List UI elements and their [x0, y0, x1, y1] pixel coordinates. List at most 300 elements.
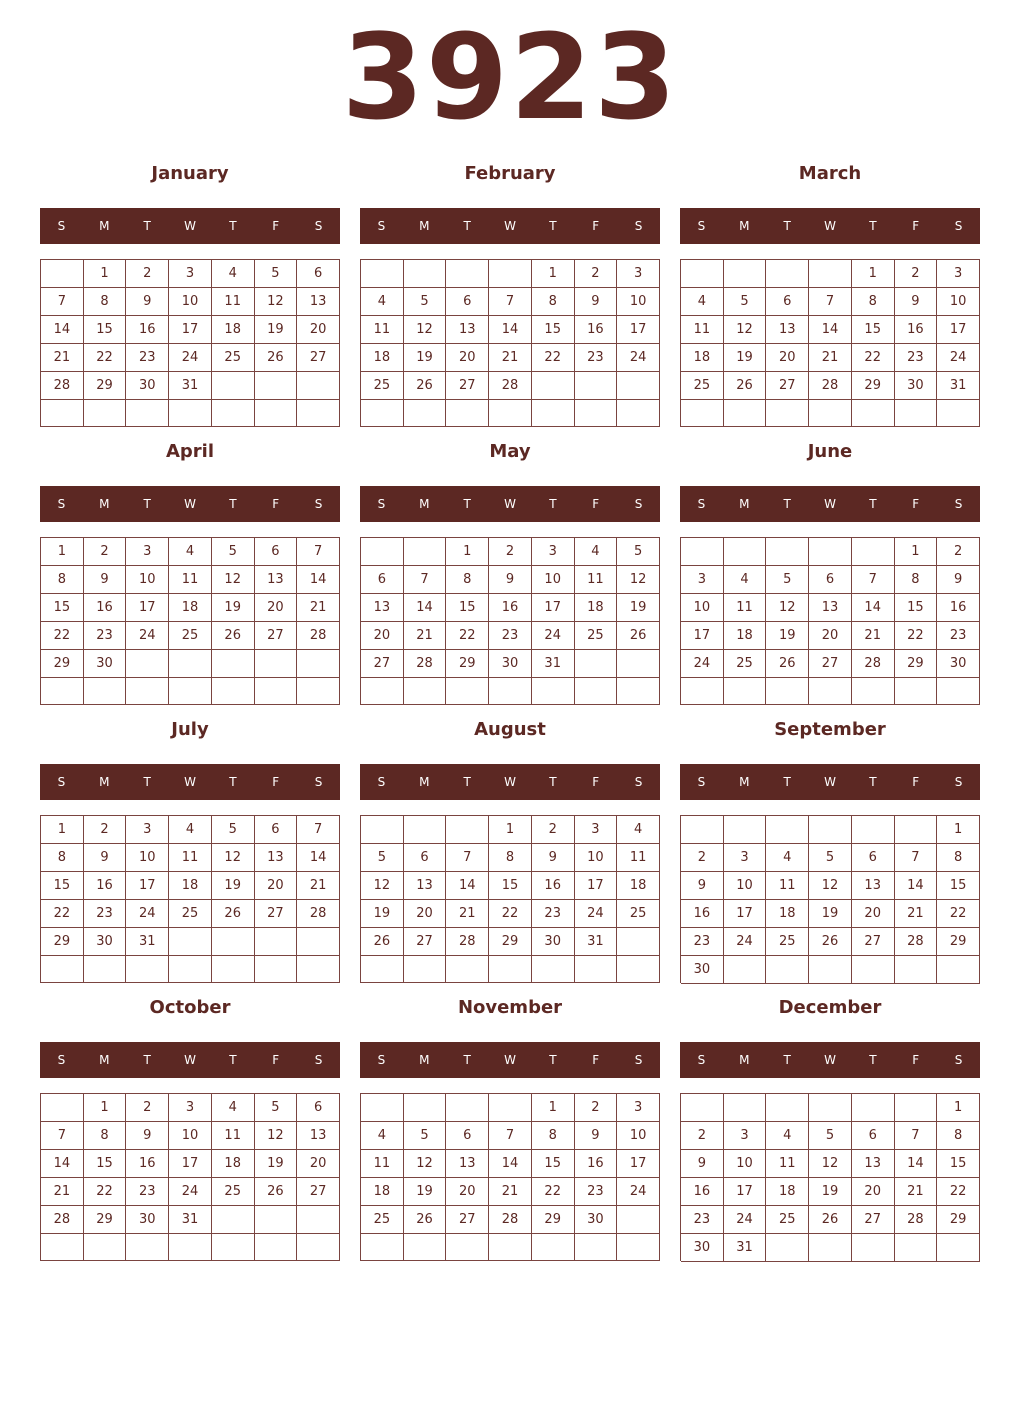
weekday-label: M [739, 1053, 750, 1067]
day-cell: 18 [575, 594, 618, 622]
day-cell: 28 [895, 1206, 938, 1234]
day-cell: 7 [446, 844, 489, 872]
empty-cell [212, 678, 255, 705]
day-cell: 1 [41, 816, 84, 844]
day-cell: 9 [681, 872, 724, 900]
weekday-label: M [419, 497, 430, 511]
day-cell: 26 [404, 372, 447, 400]
day-cell: 19 [809, 1178, 852, 1206]
day-cell: 4 [766, 844, 809, 872]
day-cell: 8 [937, 1122, 980, 1150]
empty-cell [575, 650, 618, 678]
day-cell: 29 [937, 1206, 980, 1234]
day-cell: 10 [169, 288, 212, 316]
day-cell: 9 [126, 1122, 169, 1150]
day-cell: 20 [809, 622, 852, 650]
empty-cell [766, 260, 809, 288]
day-grid [680, 815, 980, 983]
empty-cell [766, 956, 809, 984]
day-cell: 2 [575, 260, 618, 288]
weekday-label: F [592, 1053, 600, 1067]
day-cell: 5 [809, 844, 852, 872]
weekday-label: T [143, 1053, 151, 1067]
day-cell: 23 [681, 928, 724, 956]
empty-cell [41, 1234, 84, 1261]
day-cell: 26 [809, 928, 852, 956]
day-cell: 11 [169, 566, 212, 594]
day-cell: 25 [681, 372, 724, 400]
empty-cell [681, 400, 724, 427]
day-cell: 10 [575, 844, 618, 872]
empty-cell [446, 956, 489, 983]
empty-cell [361, 678, 404, 705]
empty-cell [361, 956, 404, 983]
empty-cell [895, 816, 938, 844]
empty-cell [446, 400, 489, 427]
month-name: February [464, 163, 556, 184]
empty-cell [937, 1234, 980, 1262]
day-cell: 6 [852, 1122, 895, 1150]
weekday-label: T [783, 219, 791, 233]
day-cell: 17 [575, 872, 618, 900]
day-cell: 4 [575, 538, 618, 566]
empty-cell [41, 678, 84, 705]
day-cell: 30 [126, 372, 169, 400]
day-cell: 27 [766, 372, 809, 400]
weekday-label: F [272, 497, 280, 511]
day-cell: 17 [617, 1150, 660, 1178]
day-cell: 4 [361, 288, 404, 316]
weekday-label: W [824, 775, 836, 789]
weekday-label: S [377, 219, 386, 233]
day-cell: 4 [681, 288, 724, 316]
weekday-label: S [57, 775, 66, 789]
empty-cell [41, 400, 84, 427]
day-cell: 24 [617, 344, 660, 372]
empty-cell [724, 400, 767, 427]
empty-cell [404, 1094, 447, 1122]
day-cell: 19 [404, 344, 447, 372]
month-name: May [489, 441, 531, 462]
day-cell: 10 [126, 566, 169, 594]
day-cell: 1 [489, 816, 532, 844]
weekday-label: S [57, 497, 66, 511]
day-cell: 2 [575, 1094, 618, 1122]
day-cell: 2 [126, 260, 169, 288]
day-cell: 21 [41, 1178, 84, 1206]
day-cell: 2 [84, 538, 127, 566]
empty-cell [724, 956, 767, 984]
weekday-label: W [504, 1053, 516, 1067]
empty-cell [895, 956, 938, 984]
empty-cell [575, 372, 618, 400]
month-name: October [149, 997, 231, 1018]
day-cell: 29 [852, 372, 895, 400]
day-cell: 25 [212, 344, 255, 372]
day-cell: 29 [532, 1206, 575, 1234]
empty-cell [84, 956, 127, 983]
day-cell: 28 [41, 372, 84, 400]
day-cell: 13 [852, 1150, 895, 1178]
empty-cell [361, 816, 404, 844]
empty-cell [126, 678, 169, 705]
day-cell: 10 [532, 566, 575, 594]
day-cell: 11 [766, 872, 809, 900]
weekday-label: S [697, 1053, 706, 1067]
year-title: 3923 [341, 8, 679, 146]
empty-cell [489, 678, 532, 705]
weekday-label: F [912, 775, 920, 789]
day-cell: 14 [297, 566, 340, 594]
day-cell: 20 [404, 900, 447, 928]
day-cell: 6 [766, 288, 809, 316]
weekday-label: T [783, 775, 791, 789]
empty-cell [809, 956, 852, 984]
empty-cell [126, 650, 169, 678]
day-cell: 20 [361, 622, 404, 650]
day-cell: 12 [361, 872, 404, 900]
weekday-label: M [99, 219, 110, 233]
empty-cell [255, 1206, 298, 1234]
day-cell: 30 [489, 650, 532, 678]
day-cell: 22 [852, 344, 895, 372]
day-cell: 11 [361, 1150, 404, 1178]
weekday-label: T [229, 497, 237, 511]
empty-cell [361, 1094, 404, 1122]
day-cell: 24 [126, 900, 169, 928]
weekday-label: F [592, 497, 600, 511]
day-cell: 4 [212, 1094, 255, 1122]
day-cell: 31 [169, 1206, 212, 1234]
empty-cell [724, 678, 767, 705]
day-cell: 22 [532, 344, 575, 372]
day-cell: 14 [895, 1150, 938, 1178]
empty-cell [809, 678, 852, 705]
day-cell: 21 [895, 900, 938, 928]
day-cell: 13 [255, 844, 298, 872]
empty-cell [617, 678, 660, 705]
day-cell: 31 [169, 372, 212, 400]
month-name: December [778, 997, 882, 1018]
weekday-label: M [739, 497, 750, 511]
weekday-header [680, 486, 980, 522]
day-cell: 3 [937, 260, 980, 288]
day-cell: 10 [724, 1150, 767, 1178]
empty-cell [212, 928, 255, 956]
day-cell: 15 [937, 872, 980, 900]
day-cell: 17 [532, 594, 575, 622]
weekday-label: S [314, 497, 323, 511]
empty-cell [766, 1094, 809, 1122]
day-cell: 1 [41, 538, 84, 566]
weekday-label: S [57, 1053, 66, 1067]
day-cell: 29 [489, 928, 532, 956]
day-cell: 7 [852, 566, 895, 594]
empty-cell [84, 1234, 127, 1261]
day-cell: 22 [532, 1178, 575, 1206]
day-cell: 10 [724, 872, 767, 900]
empty-cell [724, 1094, 767, 1122]
empty-cell [852, 538, 895, 566]
empty-cell [361, 1234, 404, 1261]
day-cell: 21 [809, 344, 852, 372]
day-cell: 9 [532, 844, 575, 872]
day-cell: 8 [532, 1122, 575, 1150]
empty-cell [169, 928, 212, 956]
weekday-label: S [314, 1053, 323, 1067]
day-cell: 21 [489, 344, 532, 372]
day-cell: 4 [766, 1122, 809, 1150]
day-cell: 22 [895, 622, 938, 650]
day-cell: 29 [84, 1206, 127, 1234]
day-cell: 23 [937, 622, 980, 650]
weekday-label: S [314, 775, 323, 789]
day-cell: 25 [766, 1206, 809, 1234]
empty-cell [212, 650, 255, 678]
empty-cell [84, 400, 127, 427]
empty-cell [681, 816, 724, 844]
day-grid [680, 537, 980, 705]
day-cell: 27 [255, 900, 298, 928]
empty-cell [809, 400, 852, 427]
day-cell: 27 [297, 344, 340, 372]
day-cell: 14 [809, 316, 852, 344]
day-cell: 15 [895, 594, 938, 622]
day-grid [40, 537, 340, 705]
weekday-label: W [824, 497, 836, 511]
empty-cell [404, 1234, 447, 1261]
weekday-header [40, 208, 340, 244]
day-cell: 8 [489, 844, 532, 872]
day-cell: 8 [84, 1122, 127, 1150]
empty-cell [255, 372, 298, 400]
day-cell: 17 [126, 872, 169, 900]
day-cell: 10 [681, 594, 724, 622]
day-cell: 21 [852, 622, 895, 650]
weekday-label: T [549, 497, 557, 511]
day-cell: 14 [489, 316, 532, 344]
day-cell: 9 [575, 288, 618, 316]
empty-cell [169, 1234, 212, 1261]
day-cell: 16 [575, 316, 618, 344]
day-cell: 28 [489, 372, 532, 400]
weekday-label: M [739, 219, 750, 233]
day-cell: 19 [404, 1178, 447, 1206]
day-cell: 16 [489, 594, 532, 622]
empty-cell [212, 400, 255, 427]
day-cell: 5 [361, 844, 404, 872]
day-cell: 30 [84, 650, 127, 678]
day-cell: 18 [361, 344, 404, 372]
weekday-label: S [634, 497, 643, 511]
day-cell: 2 [489, 538, 532, 566]
weekday-label: S [634, 1053, 643, 1067]
month-name: November [457, 997, 563, 1018]
day-cell: 15 [84, 1150, 127, 1178]
weekday-label: T [463, 497, 471, 511]
day-cell: 16 [532, 872, 575, 900]
day-cell: 5 [617, 538, 660, 566]
day-cell: 23 [489, 622, 532, 650]
weekday-label: T [229, 219, 237, 233]
day-cell: 3 [617, 1094, 660, 1122]
empty-cell [255, 400, 298, 427]
empty-cell [895, 1234, 938, 1262]
empty-cell [404, 956, 447, 983]
empty-cell [404, 816, 447, 844]
day-cell: 15 [532, 316, 575, 344]
day-cell: 13 [404, 872, 447, 900]
weekday-label: S [954, 1053, 963, 1067]
day-cell: 1 [446, 538, 489, 566]
day-cell: 30 [895, 372, 938, 400]
day-cell: 9 [84, 566, 127, 594]
day-cell: 13 [297, 288, 340, 316]
day-cell: 20 [852, 900, 895, 928]
empty-cell [212, 1206, 255, 1234]
day-cell: 9 [895, 288, 938, 316]
day-grid [360, 259, 660, 427]
weekday-label: T [869, 497, 877, 511]
day-cell: 26 [617, 622, 660, 650]
day-cell: 22 [41, 900, 84, 928]
day-cell: 29 [895, 650, 938, 678]
day-cell: 19 [361, 900, 404, 928]
day-cell: 29 [937, 928, 980, 956]
empty-cell [681, 538, 724, 566]
empty-cell [809, 816, 852, 844]
day-cell: 24 [169, 1178, 212, 1206]
day-cell: 6 [361, 566, 404, 594]
day-cell: 17 [681, 622, 724, 650]
empty-cell [446, 1234, 489, 1261]
weekday-label: S [634, 219, 643, 233]
weekday-label: F [272, 1053, 280, 1067]
day-cell: 23 [532, 900, 575, 928]
empty-cell [404, 678, 447, 705]
weekday-label: M [99, 497, 110, 511]
day-cell: 11 [681, 316, 724, 344]
day-cell: 25 [724, 650, 767, 678]
empty-cell [126, 956, 169, 983]
day-cell: 3 [126, 538, 169, 566]
empty-cell [766, 400, 809, 427]
day-cell: 2 [895, 260, 938, 288]
weekday-label: S [57, 219, 66, 233]
day-cell: 14 [852, 594, 895, 622]
day-cell: 16 [575, 1150, 618, 1178]
day-cell: 9 [84, 844, 127, 872]
empty-cell [532, 1234, 575, 1261]
empty-cell [617, 372, 660, 400]
empty-cell [937, 956, 980, 984]
day-cell: 12 [617, 566, 660, 594]
day-cell: 8 [852, 288, 895, 316]
empty-cell [446, 260, 489, 288]
weekday-label: S [954, 497, 963, 511]
day-cell: 22 [84, 344, 127, 372]
day-cell: 13 [852, 872, 895, 900]
day-cell: 15 [489, 872, 532, 900]
day-cell: 18 [169, 872, 212, 900]
day-cell: 5 [255, 1094, 298, 1122]
day-grid [680, 259, 980, 427]
empty-cell [575, 1234, 618, 1261]
day-cell: 12 [404, 316, 447, 344]
empty-cell [532, 678, 575, 705]
day-cell: 11 [212, 288, 255, 316]
empty-cell [617, 400, 660, 427]
day-cell: 6 [446, 288, 489, 316]
day-cell: 16 [126, 316, 169, 344]
day-cell: 2 [681, 844, 724, 872]
day-cell: 1 [84, 260, 127, 288]
day-cell: 21 [489, 1178, 532, 1206]
day-cell: 7 [895, 844, 938, 872]
day-cell: 14 [41, 316, 84, 344]
day-cell: 13 [809, 594, 852, 622]
day-cell: 12 [212, 844, 255, 872]
day-cell: 3 [724, 844, 767, 872]
day-cell: 26 [766, 650, 809, 678]
weekday-label: T [549, 1053, 557, 1067]
empty-cell [852, 1094, 895, 1122]
empty-cell [255, 650, 298, 678]
day-cell: 8 [446, 566, 489, 594]
empty-cell [809, 260, 852, 288]
day-cell: 18 [361, 1178, 404, 1206]
day-cell: 25 [169, 622, 212, 650]
day-cell: 5 [766, 566, 809, 594]
day-cell: 27 [852, 928, 895, 956]
day-cell: 11 [724, 594, 767, 622]
day-cell: 24 [681, 650, 724, 678]
day-cell: 6 [446, 1122, 489, 1150]
empty-cell [255, 1234, 298, 1261]
day-cell: 19 [212, 872, 255, 900]
day-cell: 14 [489, 1150, 532, 1178]
empty-cell [575, 956, 618, 983]
day-cell: 13 [446, 316, 489, 344]
empty-cell [297, 650, 340, 678]
day-cell: 3 [126, 816, 169, 844]
day-cell: 6 [297, 260, 340, 288]
day-cell: 1 [532, 260, 575, 288]
weekday-header [680, 208, 980, 244]
empty-cell [446, 678, 489, 705]
empty-cell [41, 260, 84, 288]
day-cell: 10 [169, 1122, 212, 1150]
weekday-label: T [783, 1053, 791, 1067]
day-cell: 4 [361, 1122, 404, 1150]
day-cell: 24 [169, 344, 212, 372]
empty-cell [852, 816, 895, 844]
day-cell: 12 [255, 288, 298, 316]
empty-cell [41, 1094, 84, 1122]
day-cell: 25 [575, 622, 618, 650]
empty-cell [532, 956, 575, 983]
weekday-label: T [869, 219, 877, 233]
weekday-label: T [549, 219, 557, 233]
month-name: August [474, 719, 546, 740]
day-cell: 17 [126, 594, 169, 622]
weekday-label: S [377, 497, 386, 511]
month-name: September [774, 719, 886, 740]
day-cell: 24 [937, 344, 980, 372]
day-cell: 4 [169, 538, 212, 566]
day-cell: 26 [361, 928, 404, 956]
empty-cell [255, 678, 298, 705]
